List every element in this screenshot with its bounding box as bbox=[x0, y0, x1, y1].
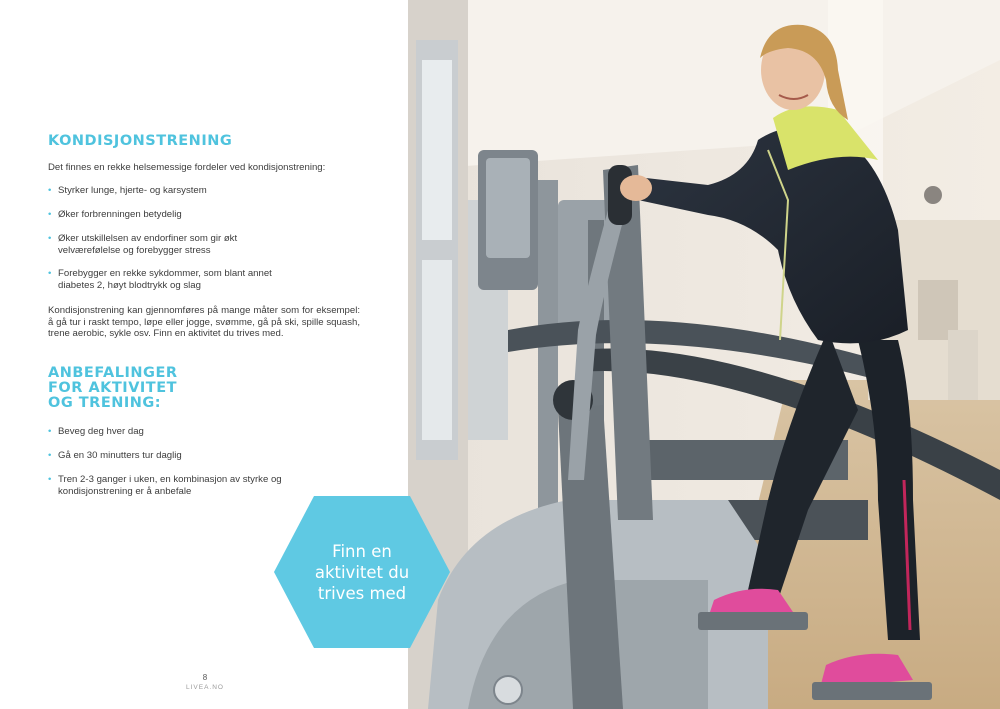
intro-text: Det finnes en rekke helsemessige fordeler ved kondisjonstrening: bbox=[48, 162, 326, 173]
body-paragraph: Kondisjonstrening kan gjennomføres på mange måter som for eksempel: å gå tur i raskt tempo, løpe eller jogge, svømme, gå på ski, spille squash, trene aerobic, sykle osv. Finn en aktivitet du trives med. bbox=[48, 305, 360, 340]
list-item: • Gå en 30 minutters tur daglig bbox=[48, 450, 378, 462]
benefits-list bbox=[48, 185, 378, 197]
gym-photo bbox=[408, 0, 1000, 709]
benefits-list bbox=[48, 209, 378, 221]
benefits-list bbox=[48, 268, 273, 291]
list-item: • Øker utskillelsen av endorfiner som gir økt velværefølelse og forebygger stress bbox=[48, 233, 293, 256]
callout-hexagon bbox=[272, 494, 452, 650]
benefits-list bbox=[48, 233, 293, 256]
list-item: • Beveg deg hver dag bbox=[48, 426, 378, 438]
recommendations-list bbox=[48, 426, 378, 438]
recommendations-list bbox=[48, 450, 378, 462]
list-item: • Øker forbrenningen betydelig bbox=[48, 209, 378, 221]
page-number: 8 bbox=[202, 673, 208, 682]
callout-text: Finn en aktivitet du trives med bbox=[314, 541, 410, 603]
list-item: • Styrker lunge, hjerte- og karsystem bbox=[48, 185, 378, 197]
heading-anbefalinger: ANBEFALINGER FOR AKTIVITET OG TRENING: bbox=[48, 365, 178, 411]
site-name: LIVEA.NO bbox=[186, 684, 224, 691]
heading-kondisjonstrening: KONDISJONSTRENING bbox=[48, 133, 233, 149]
recommendations-list bbox=[48, 474, 296, 497]
list-item: • Forebygger en rekke sykdommer, som blant annet diabetes 2, høyt blodtrykk og slag bbox=[48, 268, 273, 291]
list-item: • Tren 2-3 ganger i uken, en kombinasjon av styrke og kondisjonstrening er å anbefale bbox=[48, 474, 296, 497]
